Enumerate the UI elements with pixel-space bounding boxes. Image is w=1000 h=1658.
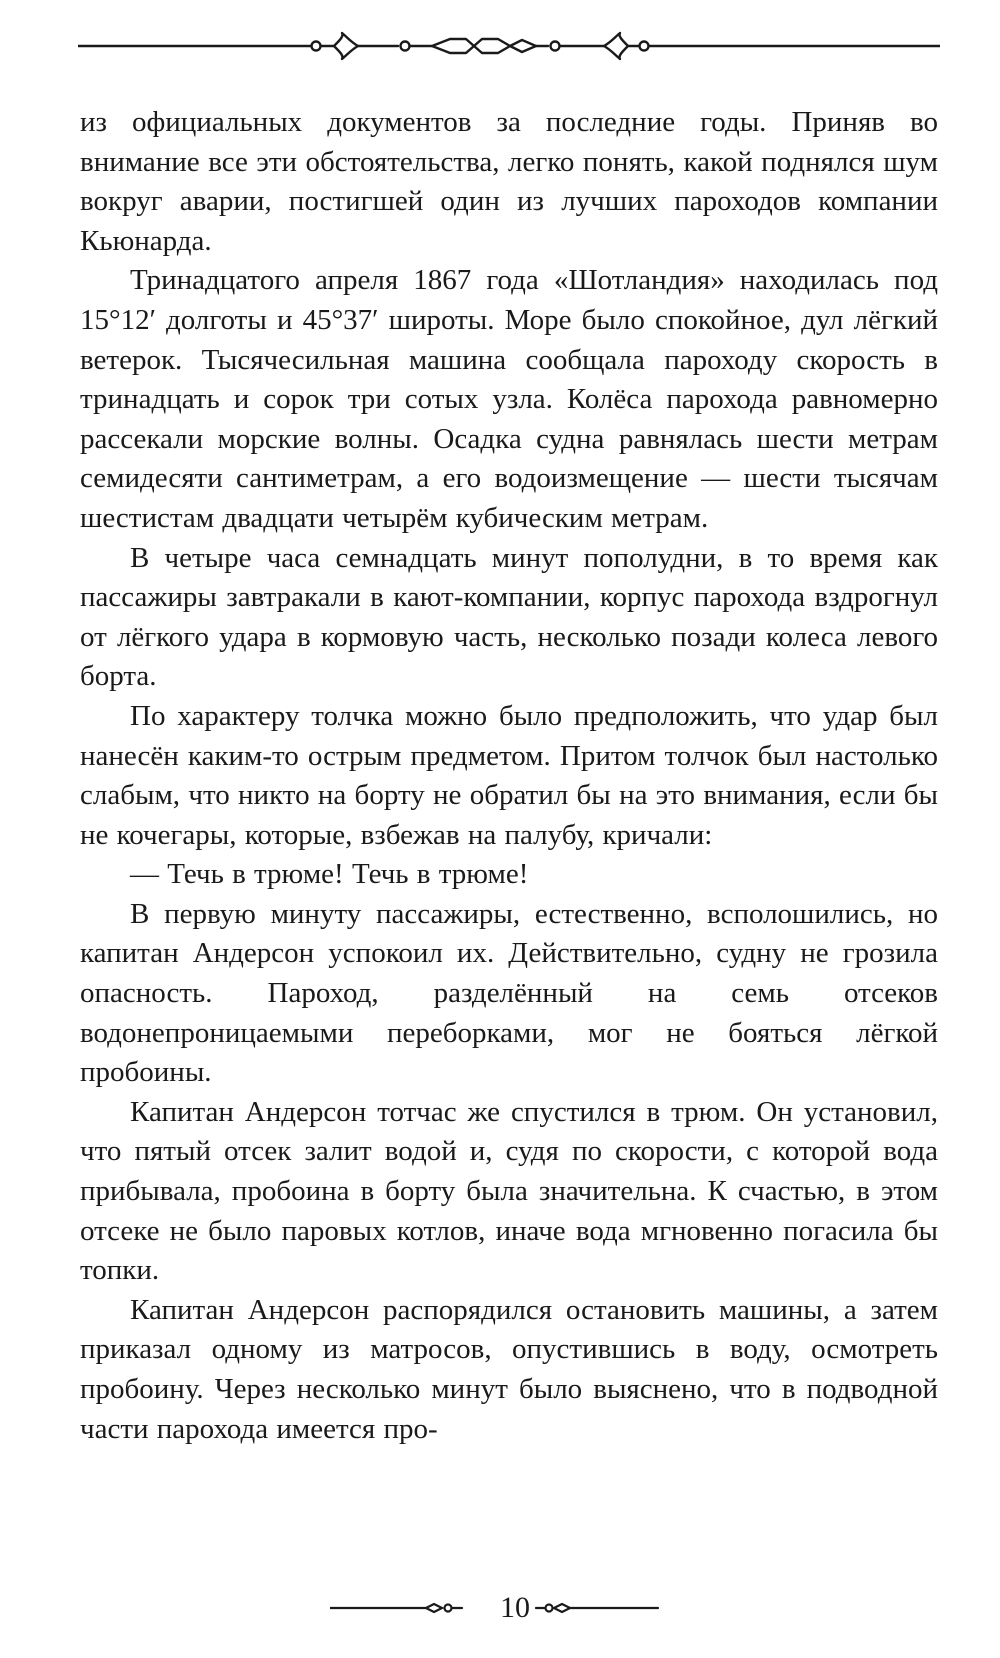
paragraph-4: По характеру толчка можно было предположить, что удар был нанесён каким-то острым предметом. Притом толчок был настолько слабым, что никто на борту не обратил бы на это внимания, если бы не кочегары, которые, взбежав на палубу, кричали: [80, 699, 938, 851]
page-number: 10 [500, 1591, 530, 1624]
ornament-divider-icon [78, 30, 940, 70]
paragraph-1: из официальных документов за последние годы. Приняв во внимание все эти обстоятельства, легко понять, какой поднялся шум вокруг аварии, постигшей один из лучших пароходов компании Кьюнарда. [80, 106, 938, 257]
paragraph-6: В первую минуту пассажиры, естественно, всполошились, но капитан Андерсон успокоил их. Действительно, судну не грозила опасность. Пароход, разделённый на семь отсеков водонепроницаемыми переборками, мог не бояться лёгкой пробоины. [80, 897, 938, 1089]
paragraph-8: Капитан Андерсон распорядился остановить машины, а затем приказал одному из матросов, опустившись в воду, осмотреть пробоину. Через несколько минут было выяснено, что в подводной части парохода имеется про- [80, 1293, 938, 1445]
paragraph-2: Тринадцатого апреля 1867 года «Шотландия» находилась под 15°12′ долготы и 45°37′ широты. Море было спокойное, дул лёгкий ветерок. Тысячесильная машина сообщала пароходу скорость в тринадцать и сорок три сотых узла. Колёса парохода равномерно рассекали морские волны. Осадка судна равнялась шести метрам семидесяти сантиметрам, а его водоизмещение — шести тысячам шестистам двадцати четырём кубическим метрам. [80, 264, 938, 534]
page-body-text [80, 103, 938, 1449]
page-footer [330, 1588, 700, 1628]
header-ornament [78, 30, 940, 70]
paragraph-7: Капитан Андерсон тотчас же спустился в трюм. Он установил, что пятый отсек залит водой и, судя по скорости, с которой вода прибывала, пробоина в борту была значительна. К счастью, в этом отсеке не было паровых котлов, иначе вода мгновенно погасила бы топки. [80, 1095, 938, 1287]
paragraph-3: В четыре часа семнадцать минут пополудни, в то время как пассажиры завтракали в кают-компании, корпус парохода вздрогнул от лёгкого удара в кормовую часть, несколько позади колеса левого борта. [80, 541, 938, 693]
paragraph-dialogue: — Течь в трюме! Течь в трюме! [130, 858, 529, 891]
